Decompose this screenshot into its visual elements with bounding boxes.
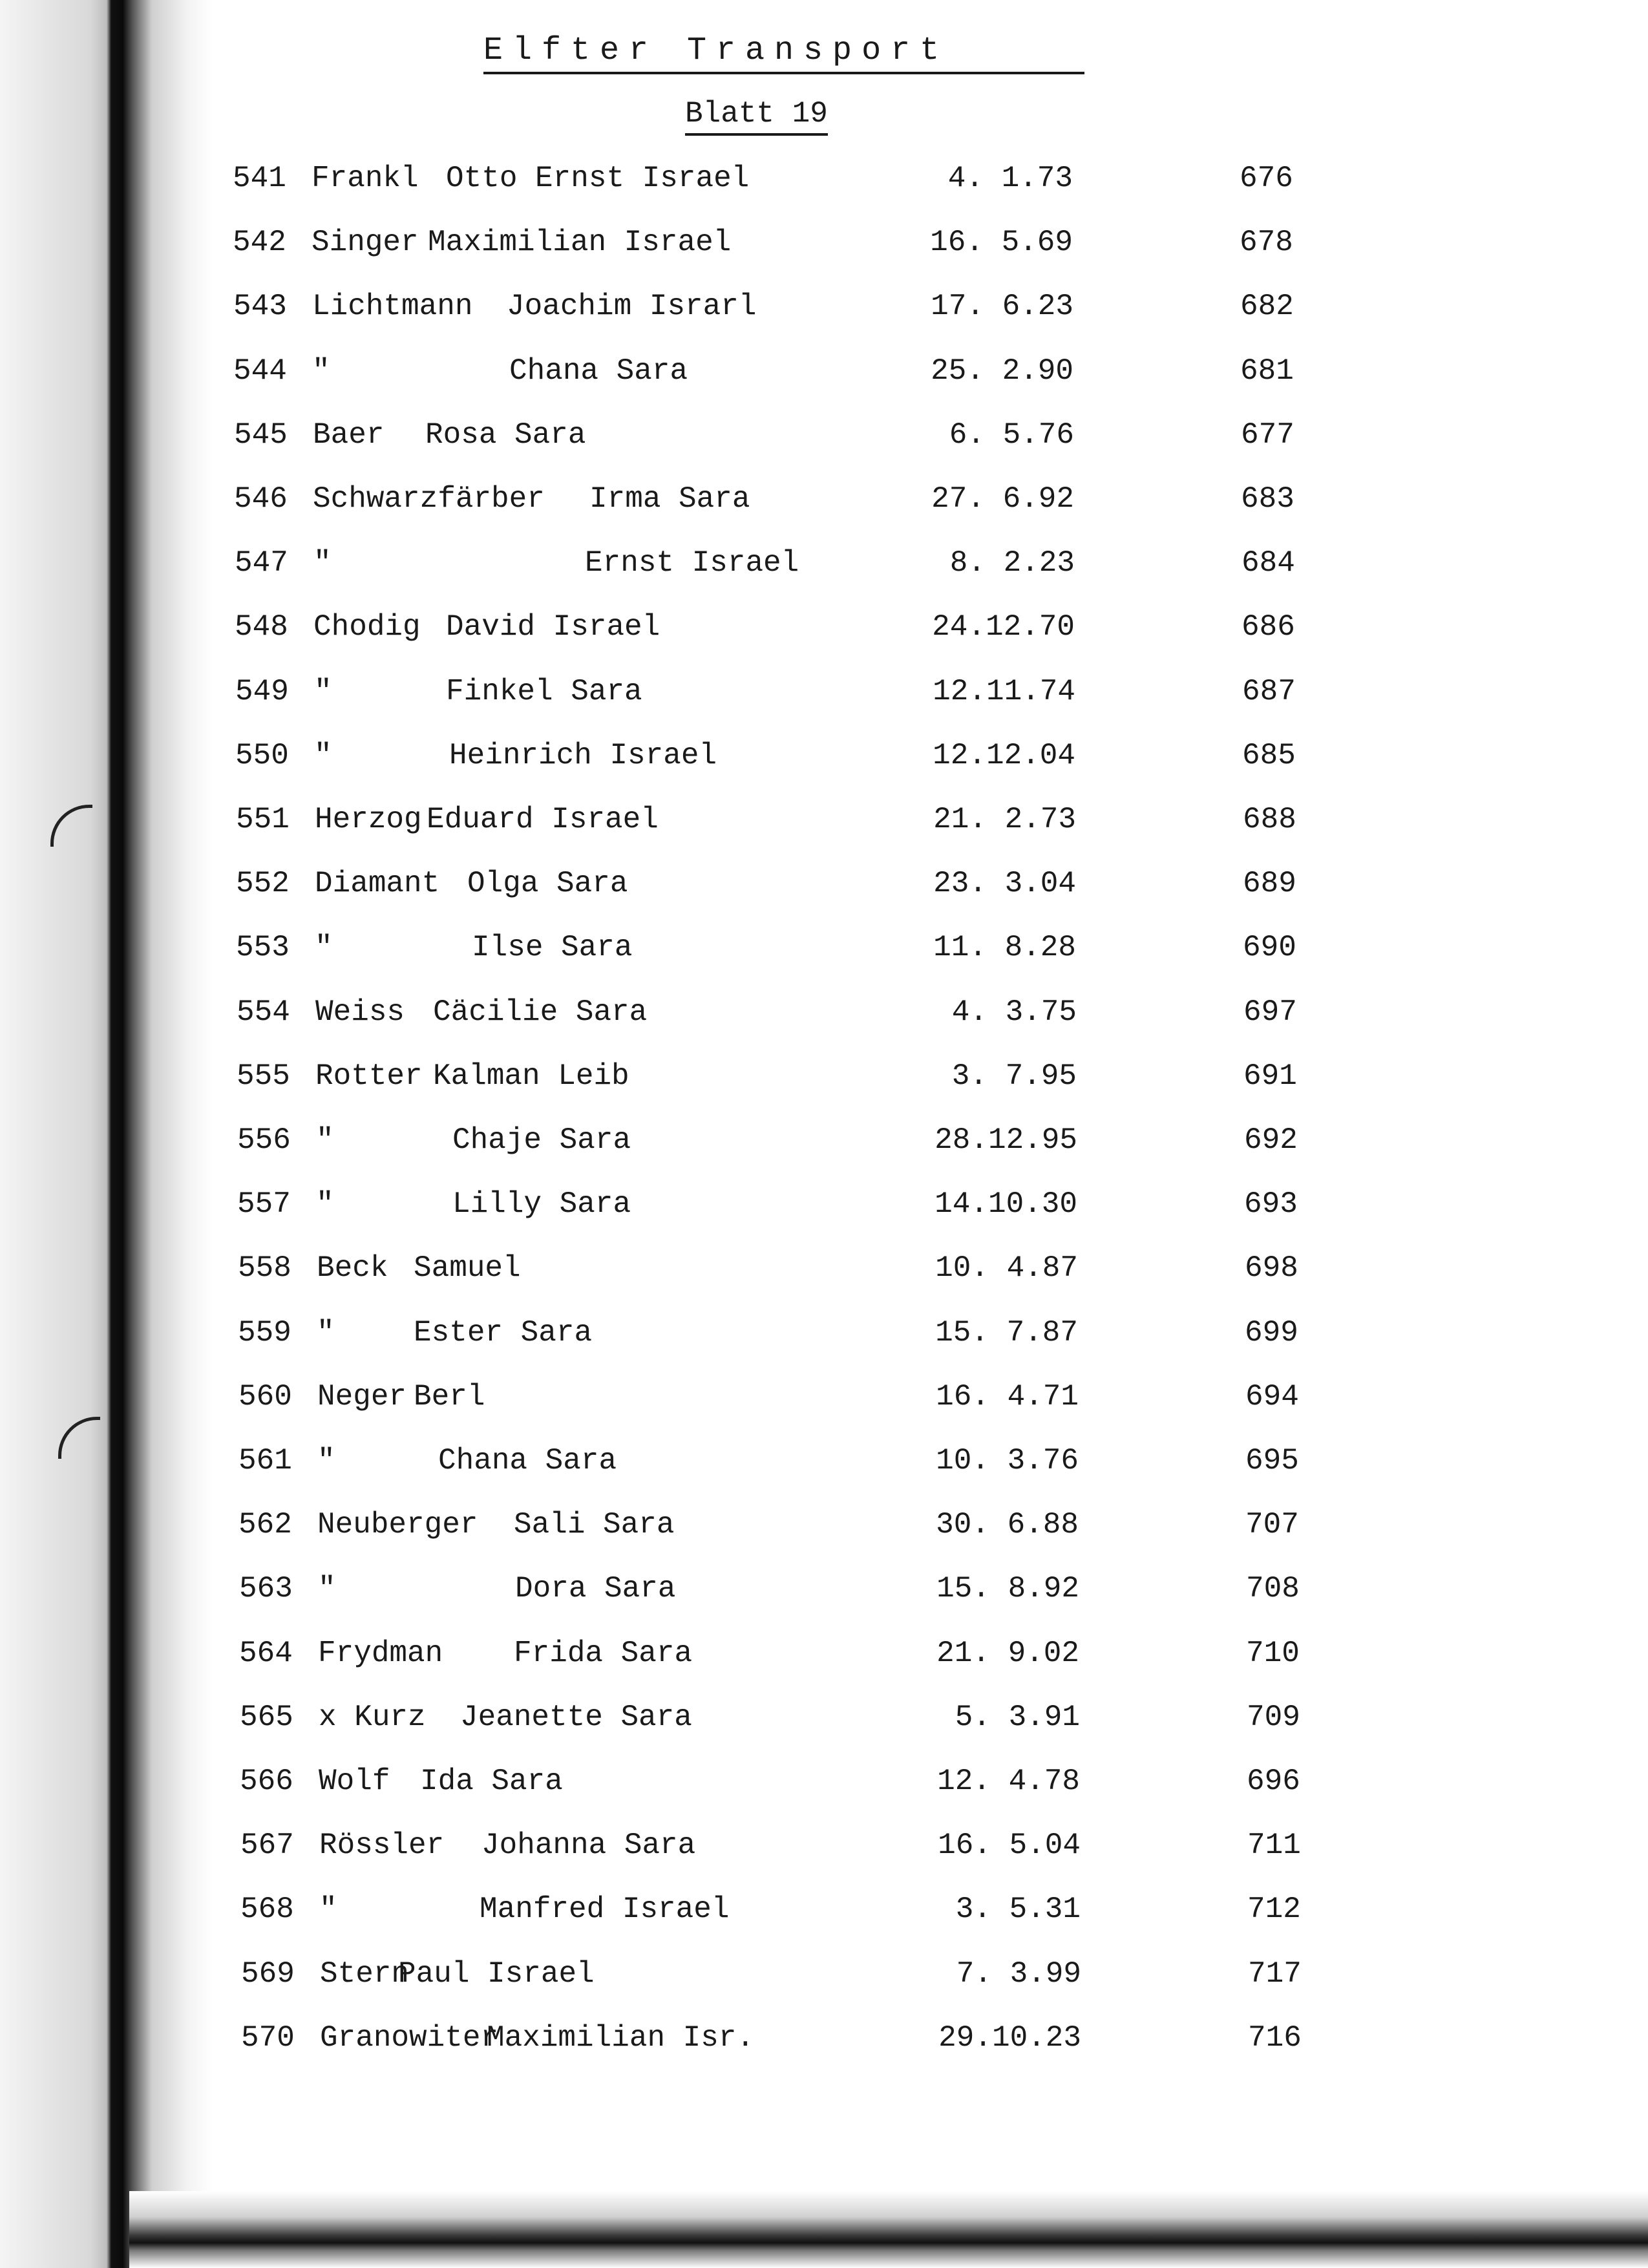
reference-number: 699 [1245,1315,1298,1350]
table-row [0,675,1648,733]
surname: " [317,1444,335,1478]
reference-number: 684 [1241,546,1295,580]
table-row [0,1059,1648,1118]
entry-number: 548 [235,610,288,644]
given-names: Manfred Israel [480,1892,730,1927]
reference-number: 695 [1245,1444,1299,1478]
surname: " [316,1187,334,1222]
entry-number: 553 [236,931,290,965]
table-row [0,226,1648,284]
birth-date: 25. 2.90 [931,354,1073,388]
entry-number: 544 [233,354,287,388]
reference-number: 717 [1248,1956,1302,1991]
birth-date: 27. 6.92 [931,482,1074,516]
entry-number: 555 [237,1059,290,1093]
birth-date: 24.12.70 [932,610,1075,644]
birth-date: 29.10.23 [938,2020,1081,2055]
given-names: Ester Sara [414,1315,593,1350]
reference-number: 716 [1248,2020,1302,2055]
surname: Frankl [312,162,419,195]
birth-date: 5. 3.91 [955,1700,1080,1734]
given-names: Dora Sara [515,1572,676,1606]
table-row [0,1892,1648,1951]
entry-number: 554 [237,995,290,1029]
birth-date: 4. 1.73 [947,162,1073,195]
birth-date: 10. 4.87 [935,1251,1078,1286]
reference-number: 686 [1241,610,1295,644]
bottom-edge-shadow [129,2191,1648,2268]
table-row [0,290,1648,348]
table-row [0,931,1648,989]
reference-number: 681 [1240,354,1294,388]
table-row [0,1316,1648,1374]
reference-number: 689 [1243,867,1296,901]
surname: " [316,1123,334,1157]
birth-date: 17. 6.23 [931,290,1073,324]
entry-number: 568 [240,1892,294,1927]
entry-number: 570 [241,2020,295,2055]
table-row [0,803,1648,861]
table-row [0,1572,1648,1630]
reference-number: 697 [1243,995,1297,1029]
birth-date: 4. 3.75 [951,995,1077,1029]
entry-number: 552 [236,867,290,901]
birth-date: 23. 3.04 [933,867,1076,901]
surname: " [319,1892,337,1927]
reference-number: 707 [1245,1508,1299,1542]
surname: Rotter [315,1059,423,1093]
table-row [0,1701,1648,1759]
birth-date: 12.11.74 [933,674,1075,708]
entry-number: 551 [236,803,290,836]
table-row [0,1765,1648,1823]
surname: Beck [317,1251,388,1286]
birth-date: 16. 5.69 [930,226,1073,260]
given-names: Joachim Israrl [507,290,757,324]
given-names: Eduard Israel [427,803,659,836]
birth-date: 15. 7.87 [935,1315,1078,1350]
reference-number: 687 [1242,674,1296,708]
reference-number: 698 [1245,1251,1298,1286]
surname: Herzog [315,803,422,836]
entry-number: 566 [240,1765,293,1798]
given-names: Otto Ernst Israel [446,162,750,195]
surname: Lichtmann [312,290,473,324]
surname: Wolf [319,1765,390,1798]
given-names: Chana Sara [509,354,688,388]
given-names: Cäcilie Sara [433,995,648,1029]
entry-number: 558 [238,1251,291,1286]
entry-number: 550 [235,738,289,772]
entry-number: 549 [235,674,289,708]
surname: " [318,1572,336,1606]
birth-date: 3. 7.95 [951,1059,1077,1093]
birth-date: 3. 5.31 [955,1892,1081,1927]
given-names: Irma Sara [589,482,750,516]
given-names: Chaje Sara [452,1123,631,1157]
table-row [0,546,1648,604]
table-row [0,1187,1648,1245]
birth-date: 16. 4.71 [936,1379,1079,1414]
surname: Granowiter [320,2020,499,2055]
table-row [0,739,1648,797]
table-row [0,2021,1648,2079]
table-row [0,995,1648,1054]
surname: " [314,674,332,708]
reference-number: 676 [1240,162,1293,195]
surname: Rössler [319,1828,445,1863]
surname: Schwarzfärber [313,482,545,516]
entry-number: 567 [240,1828,294,1863]
entry-number: 547 [235,546,288,580]
reference-number: 711 [1247,1828,1301,1863]
surname: Singer [312,226,419,260]
document-title: Elfter Transport [483,32,1084,74]
table-row [0,1508,1648,1566]
reference-number: 696 [1247,1765,1300,1798]
reference-number: 682 [1240,290,1294,324]
surname: Diamant [315,867,440,901]
entry-number: 561 [238,1444,292,1478]
given-names: Samuel [414,1251,521,1286]
reference-number: 712 [1247,1892,1301,1927]
birth-date: 16. 5.04 [938,1828,1081,1863]
given-names: Ernst Israel [585,546,799,580]
birth-date: 7. 3.99 [956,1956,1081,1991]
table-row [0,867,1648,925]
entry-number: 546 [234,482,288,516]
birth-date: 28.12.95 [935,1123,1077,1157]
reference-number: 710 [1246,1636,1300,1670]
given-names: Lilly Sara [452,1187,631,1222]
reference-number: 693 [1244,1187,1298,1222]
table-row [0,418,1648,476]
table-row [0,482,1648,540]
entry-number: 564 [239,1636,293,1670]
given-names: Olga Sara [467,867,628,901]
reference-number: 683 [1241,482,1294,516]
given-names: Berl [414,1379,485,1414]
table-row [0,1123,1648,1182]
birth-date: 15. 8.92 [936,1572,1079,1606]
reference-number: 694 [1245,1379,1299,1414]
given-names: Ilse Sara [472,931,633,965]
table-row [0,1444,1648,1502]
given-names: Johanna Sara [481,1828,696,1863]
entry-number: 542 [233,226,286,260]
reference-number: 708 [1246,1572,1300,1606]
given-names: Jeanette Sara [460,1700,692,1734]
given-names: Ida Sara [420,1765,563,1798]
birth-date: 30. 6.88 [936,1508,1079,1542]
given-names: Maximilian Israel [428,226,732,260]
entry-number: 559 [238,1315,291,1350]
given-names: David Israel [446,610,660,644]
birth-date: 12.12.04 [933,738,1075,772]
table-row [0,1957,1648,2015]
surname: Neger [317,1379,407,1414]
table-row [0,1637,1648,1695]
entry-number: 563 [239,1572,293,1606]
surname: Weiss [315,995,405,1029]
surname: " [312,354,330,388]
reference-number: 690 [1243,931,1296,965]
surname: " [313,546,332,580]
surname: Baer [313,418,385,452]
birth-date: 14.10.30 [935,1187,1077,1222]
surname: Stern [320,1956,410,1991]
entry-number: 543 [233,290,287,324]
entry-number: 569 [241,1956,295,1991]
given-names: Paul Israel [398,1956,595,1991]
given-names: Finkel Sara [446,674,642,708]
entry-number: 565 [240,1700,293,1734]
given-names: Heinrich Israel [449,738,717,772]
entry-number: 556 [237,1123,291,1157]
surname: Frydman [318,1636,443,1670]
table-row [0,162,1648,220]
reference-number: 692 [1244,1123,1298,1157]
table-row [0,1828,1648,1887]
birth-date: 21. 9.02 [936,1636,1079,1670]
reference-number: 691 [1243,1059,1297,1093]
birth-date: 21. 2.73 [933,803,1076,836]
surname: " [314,738,332,772]
given-names: Maximilian Isr. [487,2020,755,2055]
surname: x Kurz [319,1700,426,1734]
entry-number: 562 [238,1508,292,1542]
entry-number: 541 [233,162,286,195]
given-names: Kalman Leib [433,1059,629,1093]
table-row [0,354,1648,412]
surname: " [317,1315,335,1350]
entry-number: 557 [237,1187,291,1222]
surname: " [315,931,333,965]
given-names: Sali Sara [514,1508,675,1542]
given-names: Frida Sara [514,1636,693,1670]
sheet-number: Blatt 19 [685,97,828,136]
birth-date: 11. 8.28 [933,931,1076,965]
surname: Neuberger [317,1508,478,1542]
given-names: Rosa Sara [425,418,586,452]
reference-number: 677 [1241,418,1294,452]
table-row [0,1380,1648,1438]
entry-number: 545 [234,418,288,452]
table-row [0,1251,1648,1309]
birth-date: 10. 3.76 [936,1444,1079,1478]
given-names: Chana Sara [438,1444,617,1478]
entry-number: 560 [238,1379,292,1414]
reference-number: 688 [1243,803,1296,836]
reference-number: 685 [1242,738,1296,772]
surname: Chodig [313,610,421,644]
reference-number: 709 [1247,1700,1300,1734]
birth-date: 6. 5.76 [949,418,1074,452]
reference-number: 678 [1240,226,1293,260]
birth-date: 8. 2.23 [949,546,1075,580]
birth-date: 12. 4.78 [937,1765,1080,1798]
table-row [0,610,1648,668]
